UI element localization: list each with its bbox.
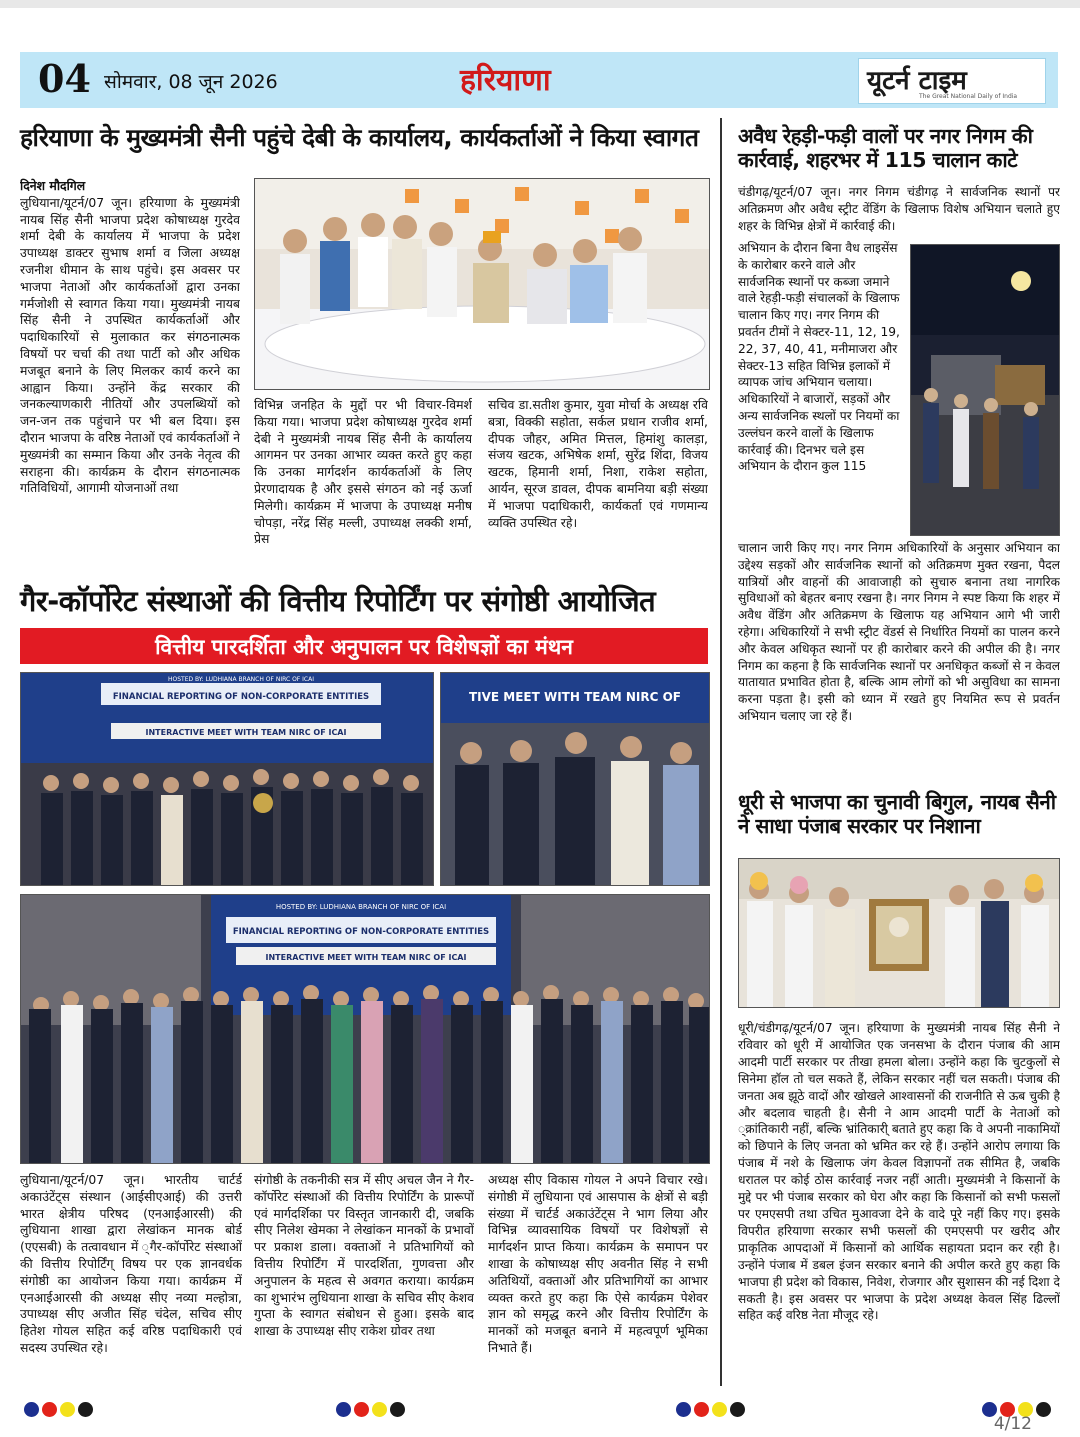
- article3-headline: अवैध रेहड़ी-फड़ी वालों पर नगर निगम की कार्रवाई, शहरभर में 115 चालान काटे: [738, 124, 1033, 173]
- article1-headline: हरियाणा के मुख्यमंत्री सैनी पहुंचे देबी के कार्यालय, कार्यकर्ताओं ने किया स्वागत: [20, 123, 699, 152]
- footer-dots-left: [24, 1402, 96, 1418]
- article2-col3: अध्यक्ष सीए विकास गोयल ने अपने विचार रखे। संगोष्ठी में लुधियाना एवं आसपास के क्षेत्रों से बड़ी संख्या में चार्टर्ड अकाउंटेंट्स ने भाग लिया और विभिन्न व्यावसायिक विषयों पर विशेषज्ञों से मार्गदर्शन प्राप्त किया। कार्यक्रम के समापन पर शाखा के कोषाध्यक्ष सीए अवनीत सिंह ने सभी अतिथियों, वक्ताओं और प्रतिभागियों का आभार व्यक्त करते हुए कहा कि ऐसे कार्यक्रम पेशेवर ज्ञान को समृद्ध करने और वित्तीय रिपोर्टिंग के मानकों को मजबूत बनाने में महत्वपूर्ण भूमिका निभाते हैं।: [488, 1172, 708, 1355]
- red-dot-icon: [42, 1402, 57, 1417]
- article2-photo-1: [20, 672, 434, 886]
- icai-shawl-honour-photo: [441, 673, 709, 885]
- article3-left-col: अभियान के दौरान बिना वैध लाइसेंस के कारोबार करने वाले और सार्वजनिक स्थानों पर कब्जा जमाने वाले रेहड़ी-फड़ी संचालकों के खिलाफ चालान किए गए। नगर निगम की प्रवर्तन टीमों ने सेक्टर-11, 12, 19, 22, 37, 40, 41, मनीमाजरा और सेक्टर-13 सहित विभिन्न इलाकों में व्यापक जांच अभियान चलाया। अधिकारियों ने बाजारों, सड़कों और अन्य सार्वजनिक स्थलों पर नियमों का उल्लंघन करने वालों के खिलाफ कार्रवाई की। दिनभर चले इस अभियान के दौरान कुल 115: [738, 241, 900, 474]
- red-dot-icon: [354, 1402, 369, 1417]
- yellow-dot-icon: [60, 1402, 75, 1417]
- icai-seminar-award-photo: [21, 673, 433, 885]
- bjp-office-meeting-photo: [255, 179, 709, 389]
- logo-tagline: The Great National Daily of India: [919, 93, 1018, 100]
- article2-photo-2: [440, 672, 710, 886]
- photo2-banner-text: TIVE MEET WITH TEAM NIRC OF: [468, 690, 682, 704]
- photo3-subtitle-text: INTERACTIVE MEET WITH TEAM NIRC OF ICAI: [265, 953, 467, 962]
- night-enforcement-drive-photo: [911, 245, 1059, 535]
- article1-col2: विभिन्न जनहित के मुद्दों पर भी विचार-विमर्श किया गया। भाजपा प्रदेश कोषाध्यक्ष गुरदेव शर्मा देबी ने मुख्यमंत्री नायब सिंह सैनी के कार्यालय आगमन पर उनका आभार व्यक्त करते हुए कहा कि उनका मार्गदर्शन कार्यकर्ताओं के लिए प्रेरणादायक है और इससे संगठन को नई ऊर्जा मिलेगी। कार्यक्रम में भाजपा के उपाध्यक्ष मनीष चोपड़ा, नरेंद्र सिंह मल्ली, उपाध्यक्ष लक्की शर्मा, प्रेस: [254, 397, 472, 547]
- icai-seminar-group-photo: [21, 895, 709, 1163]
- photo3-title-text: FINANCIAL REPORTING OF NON-CORPORATE ENTITIES: [232, 927, 490, 937]
- footer-dots-center: [336, 1402, 408, 1418]
- article1-col3: सचिव डा.सतीश कुमार, युवा मोर्चा के अध्यक्ष रवि बत्रा, विक्की सहोता, सर्कल प्रधान राजीव शर्मा, दीपक जौहर, अमित मित्तल, हिमांशु कालड़ा, संजय खटक, अभिषेक शर्मा, सुरेंद्र शिंदा, विजय खटक, हिमानी शर्मा, निशा, राकेश सहोता, आर्यन, सूरज डावल, दीपक बामनिया बड़ी संख्या में भाजपा पदाधिकारी, कार्यकर्ता एवं गणमान्य व्यक्ति उपस्थित रहे।: [488, 397, 708, 530]
- logo-text: यूटर्न टाइम: [867, 66, 967, 96]
- article4-body: धूरी/चंडीगढ़/यूटर्न/07 जून। हरियाणा के मुख्यमंत्री नायब सिंह सैनी ने रविवार को धूरी में आयोजित एक जनसभा के दौरान पंजाब की आम आदमी पार्टी सरकार पर तीखा हमला बोला। उन्होंने कहा कि चुटकुलों से सिनेमा हॉल तो चल सकते हैं, लेकिन सरकार नहीं चल सकती। पंजाब की जनता अब झूठे वादों और खोखले आश्वासनों की राजनीति से ऊब चुकी है और बदलाव चाहती है। सैनी ने आम आदमी पार्टी के नेताओं को ्क्रांतिकारी नहीं, बल्कि भ्रांतिकारी् बताते हुए कहा कि वे अपनी नाकामियों को छिपाने के लिए जनता को भ्रमित कर रहे हैं। उन्होंने आरोप लगाया कि पंजाब में नशे के खिलाफ जंग केवल विज्ञापनों तक सीमित है, जबकि धरातल पर कोई ठोस कार्रवाई नजर नहीं आती। मुख्यमंत्री ने किसानों के मुद्दे पर भी पंजाब सरकार को घेरा और कहा कि किसानों को सभी फसलों पर एमएसपी तथा उचित मुआवजा देने के वादे पूरे नहीं किए गए। इसके विपरीत हरियाणा सरकार सभी फसलों की एमएसपी पर खरीद और प्राकृतिक आपदाओं में किसानों को आर्थिक सहायता प्रदान कर रही है। उन्होंने पंजाब में डबल इंजन सरकार बनाने की अपील करते हुए कहा कि भाजपा ही प्रदेश को विकास, निवेश, रोजगार और सुशासन की नई दिशा दे सकती है। इस अवसर पर भाजपा के प्रदेश अध्यक्ष केवल सिंह ढिल्लों सहित कई वरिष्ठ नेता मौजूद रहे।: [738, 1021, 1060, 1323]
- article3-photo: [910, 244, 1060, 536]
- photo1-subtitle-text: INTERACTIVE MEET WITH TEAM NIRC OF ICAI: [145, 728, 347, 737]
- article4-photo: [738, 858, 1060, 1008]
- black-dot-icon: [78, 1402, 93, 1417]
- article3-intro: चंडीगढ़/यूटर्न/07 जून। नगर निगम चंडीगढ़ ने सार्वजनिक स्थानों पर अतिक्रमण और अवैध स्ट्रीट वेंडिंग के खिलाफ विशेष अभियान चलाते हुए शहर के विभिन्न क्षेत्रों में कार्रवाई की।: [738, 185, 1060, 233]
- article4-headline: धूरी से भाजपा का चुनावी बिगुल, नायब सैनी ने साधा पंजाब सरकार पर निशाना: [738, 790, 1056, 839]
- blue-dot-icon: [24, 1402, 39, 1417]
- article2-photo-3: [20, 894, 710, 1164]
- top-strip: [0, 0, 1080, 8]
- page-date: सोमवार, 08 जून 2026: [104, 71, 278, 93]
- footer-dots-mid-right: [676, 1402, 748, 1418]
- blue-dot-icon: [676, 1402, 691, 1417]
- article1-col1: [20, 178, 240, 566]
- yellow-dot-icon: [712, 1402, 727, 1417]
- article2-col2: संगोष्ठी के तकनीकी सत्र में सीए अचल जैन ने गैर-कॉर्पोरेट संस्थाओं की वित्तीय रिपोर्टिंग के प्रारूपों एवं मार्गदर्शिका पर विस्तृत जानकारी दी, जबकि सीए निलेश खेमका ने लेखांकन मानकों के प्रभावों पर प्रकाश डाला। वक्ताओं ने प्रतिभागियों को वित्तीय रिपोर्टिंग में पारदर्शिता, गुणवत्ता और अनुपालन के महत्व से अवगत कराया। कार्यक्रम का शुभारंभ लुधियाना शाखा के सचिव सीए केशव गुप्ता के स्वागत संबोधन से हुआ। इसके बाद शाखा के उपाध्यक्ष सीए राकेश ग्रोवर तथा: [254, 1172, 474, 1339]
- section-title: हरियाणा: [460, 63, 551, 98]
- newspaper-logo: [858, 58, 1046, 104]
- article1-photo: [254, 178, 710, 390]
- photo3-hosted-text: HOSTED BY: LUDHIANA BRANCH OF NIRC OF ICAI: [275, 903, 447, 911]
- blue-dot-icon: [336, 1402, 351, 1417]
- yellow-dot-icon: [372, 1402, 387, 1417]
- article1-byline: दिनेश मौदगिल: [20, 178, 86, 193]
- article2-col1: लुधियाना/यूटर्न/07 जून। भारतीय चार्टर्ड अकाउंटेंट्स संस्थान (आईसीएआई) की उत्तरी भारत क्षेत्रीय परिषद (एनआईआरसी) की लुधियाना शाखा द्वारा लेखांकन मानक बोर्ड (एएसबी) के तत्वावधान में ्गैर-कॉर्पोरेट संस्थाओं की वित्तीय रिपोर्टिंग् विषय पर एक ज्ञानवर्धक संगोष्ठी का आयोजन किया गया। कार्यक्रम में एनआईआरसी की अध्यक्ष सीए नव्या मल्होत्रा, उपाध्यक्ष सीए अजीत सिंह चंदेल, सचिव सीए हितेश गोयल सहित कई वरिष्ठ पदाधिकारी एवं सदस्य उपस्थित रहे।: [20, 1172, 242, 1355]
- red-dot-icon: [694, 1402, 709, 1417]
- article2-banner-text: वित्तीय पारदर्शिता और अनुपालन पर विशेषज्ञों का मंथन: [155, 635, 573, 659]
- black-dot-icon: [390, 1402, 405, 1417]
- photo1-title-text: FINANCIAL REPORTING OF NON-CORPORATE ENTITIES: [112, 692, 370, 702]
- article1-col1-text: लुधियाना/यूटर्न/07 जून। हरियाणा के मुख्यमंत्री नायब सिंह सैनी भाजपा प्रदेश कोषाध्यक्ष गुरदेव शर्मा देबी के कार्यालय में भाजपा के प्रदेश उपाध्यक्ष डाक्टर सुभाष शर्मा व जिला अध्यक्ष रजनीश धीमान के साथ पहुंचे। इस अवसर पर भाजपा नेताओं और कार्यकर्ताओं द्वारा उनका गर्मजोशी से स्वागत किया गया। मुख्यमंत्री नायब सिंह सैनी ने उपस्थित कार्यकर्ताओं और पदाधिकारियों से मुलाकात कर संगठनात्मक विषयों पर चर्चा की तथा पार्टी को और अधिक मजबूत बनाने के लिए मिलकर कार्य करने का आह्वान किया। उन्होंने केंद्र सरकार की जनकल्याणकारी नीतियों और उपलब्धियों को जन-जन तक पहुंचाने पर भी बल दिया। इस दौरान भाजपा के वरिष्ठ नेताओं एवं कार्यकर्ताओं ने मुख्यमंत्री का सम्मान किया और उनके नेतृत्व की सराहना की। कार्यक्रम के दौरान संगठनात्मक गतिविधियों, आगामी योजनाओं तथा: [20, 194, 240, 496]
- article3-rest: चालान जारी किए गए। नगर निगम अधिकारियों के अनुसार अभियान का उद्देश्य सड़कों और सार्वजनिक स्थानों को अतिक्रमण मुक्त रखना, पैदल यात्रियों और वाहनों की आवाजाही को सुचारु बनाना तथा नागरिक सुविधाओं को बेहतर बनाए रखना है। नगर निगम ने स्पष्ट किया कि शहर में अवैध वेंडिंग और अतिक्रमण के खिलाफ यह अभियान आगे भी जारी रहेगा। अधिकारियों ने सभी स्ट्रीट वेंडर्स से निर्धारित नियमों का पालन करने और केवल अधिकृत स्थानों पर ही कारोबार करने की अपील की है। नगर निगम का कहना है कि सार्वजनिक स्थानों पर अनधिकृत कब्जों से न केवल यातायात प्रभावित होता है, बल्कि आम लोगों को भी असुविधा का सामना करना पड़ता है। इसी को ध्यान में रखते हुए नियमित रूप से प्रवर्तन अभियान चलाए जा रहे हैं।: [738, 541, 1060, 723]
- column-divider: [720, 118, 722, 1386]
- dhuri-rally-photo: [739, 859, 1059, 1007]
- page-number: 04: [38, 56, 91, 101]
- page-count: 4/12: [993, 1414, 1032, 1434]
- page-header: [20, 52, 1058, 108]
- article2-banner: [20, 628, 708, 664]
- black-dot-icon: [730, 1402, 745, 1417]
- article2-headline: गैर-कॉर्पोरेट संस्थाओं की वित्तीय रिपोर्टिंग पर संगोष्ठी आयोजित: [20, 584, 656, 618]
- photo1-hosted-text: HOSTED BY: LUDHIANA BRANCH OF NIRC OF ICAI: [167, 676, 315, 683]
- black-dot-icon: [1036, 1402, 1051, 1417]
